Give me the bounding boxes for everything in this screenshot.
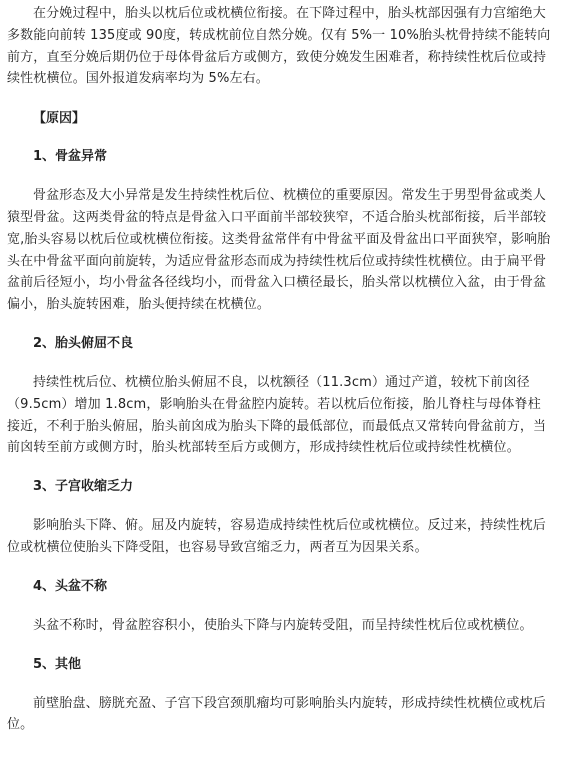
causes-heading: 【原因】 <box>33 111 86 127</box>
section-paragraph: 骨盆形态及大小异常是发生持续性枕后位、枕横位的重要原因。常发生于男型骨盆或类人猿型骨盆。这两类骨盆的特点是骨盆入口平面前半部较狭窄，不适合胎头枕部衔接，后半部较宽,胎头容易以枕后位或枕横位衔接。这类骨盆常伴有中骨盆平面及骨盆出口平面狭窄，影响胎头在中骨盆平面向前旋转，为适应骨盆形态而成为持续性枕后位或持续性枕横位。由于扁平骨盆前后径短小，均小骨盆各径线均小，而骨盆入口横径最长，胎头常以枕横位入盆，由于骨盆偏小，胎头旋转困难，胎头便持续在枕横位。 <box>7 188 551 313</box>
section-paragraph: 影响胎头下降、俯。屈及内旋转，容易造成持续性枕后位或枕横位。反过来，持续性枕后位或枕横位使胎头下降受阻，也容易导致宫缩乏力，两者互为因果关系。 <box>7 518 546 555</box>
section-1 <box>7 146 551 316</box>
section-paragraph: 前壁胎盘、膀胱充盈、子宫下段宫颈肌瘤均可影响胎头内旋转，形成持续性枕横位或枕后位。 <box>7 695 546 733</box>
section-heading: 3、子宫收缩乏力 <box>33 479 134 495</box>
section-heading: 2、胎头俯屈不良 <box>33 335 134 351</box>
section-heading: 4、头盆不称 <box>33 578 108 594</box>
section-paragraph: 头盆不称时，骨盆腔容积小，使胎头下降与内旋转受阻，而呈持续性枕后位或枕横位。 <box>33 617 533 633</box>
section-heading: 1、骨盆异常 <box>33 149 108 165</box>
intro-paragraph: 在分娩过程中，胎头以枕后位或枕横位衔接。在下降过程中，胎头枕部因强有力宫缩绝大多数能向前转 135度或 90度，转成枕前位自然分娩。仅有 5%一 10%胎头枕骨持续不能转向前方，直至分娩后期仍位于母体骨盆后方或侧方，致使分娩发生困难者，称持续性枕后位或持续性枕横位。国外报道发病率均为 5%左右。 <box>7 6 551 87</box>
section-paragraph: 持续性枕后位、枕横位胎头俯屈不良，以枕额径（11.3cm）通过产道，较枕下前囟径（9.5cm）增加 1.8cm，影响胎头在骨盆腔内旋转。若以枕后位衔接，胎儿脊柱与母体脊柱接近，不利于胎头俯屈，胎头前囟成为胎头下降的最低部位，而最低点又常转向骨盆前方，当前囟转至前方或侧方时，胎头枕部转至后方或侧方，形成持续性枕后位或持续性枕横位。 <box>7 374 547 456</box>
section-heading: 5、其他 <box>33 656 82 672</box>
section-4 <box>7 576 551 637</box>
section-3 <box>7 476 551 559</box>
section-5 <box>7 654 551 737</box>
section-2 <box>7 333 551 459</box>
